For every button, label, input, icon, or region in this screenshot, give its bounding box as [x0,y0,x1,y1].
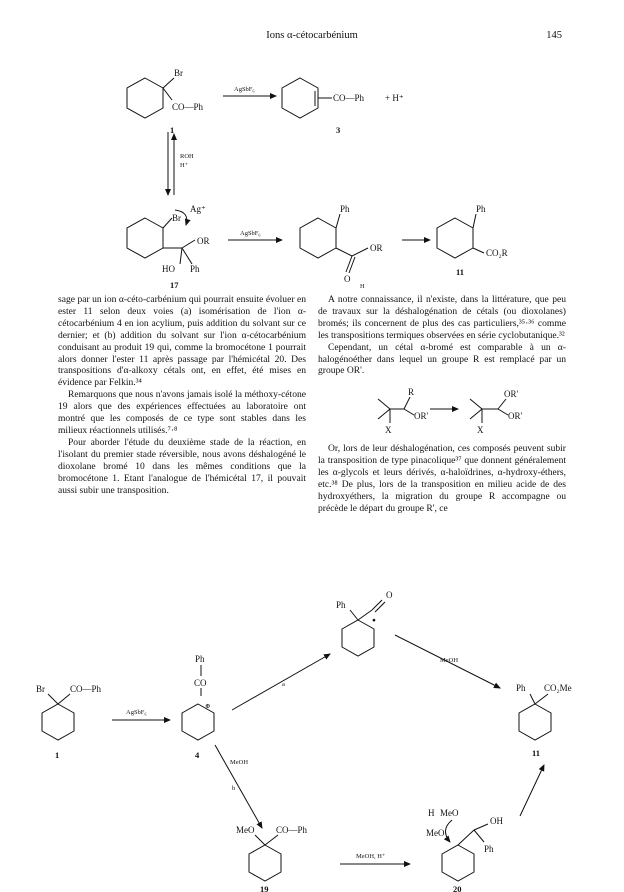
label-ag-plus: Ag⁺ [190,204,206,214]
label-or-prime: OR' [414,411,429,422]
label-x: X [385,425,392,436]
paragraph: Pour aborder l'étude du deuxième stade de la réaction, en l'isolant du premier stade réversible, nous avons déshalogéné le dioxolane bromé 10 dans les mêmes conditions que la bromocétone 1. Etant l'analogue de l'hémicétal 17, il pouvait aussi subir une transposition. [58,436,306,496]
reaction-scheme-top [0,50,624,290]
label-or: OR [197,236,210,246]
cyclohexene-ring-3 [282,78,318,118]
label-co-ph: CO—Ph [70,684,102,694]
cyclohexane-ring-1 [42,704,74,740]
label-h: H [360,283,365,290]
label-plus-h: + H⁺ [385,93,404,103]
reagent-h-plus: H⁺ [180,162,189,169]
compound-number-11: 11 [532,748,541,758]
paragraph: Remarquons que nous n'avons jamais isolé la méthoxy-cétone 19 alors que des expériences effectuées au laboratoire ont montré que les composés de ce type sont stables dans les milieux réactionnels utilisés.⁷·⁸ [58,389,306,436]
reagent-meoh: MeOH [440,657,459,664]
label-ph: Ph [484,844,494,854]
reagent-roh: ROH [180,153,194,160]
paragraph: sage par un ion α-céto-carbénium qui pourrait ensuite évoluer en ester 11 selon deux voies (a) isomérisation de l'ion α-cétocarbénium 4 en ion acylium, puis addition du solvant sur ce dernier; et (b) addition du solvant sur l'ion α-cétocarbénium conduisant au produit 19 qui, comme la bromocétone 1 pourrait alors donner l'ester 11 après passage par l'hémicétal 20. Des transpositions d'α-alkoxy cétals ont, en effet, été mises en évidence par Felkin.³⁴ [58,294,306,389]
label-or-prime: OR' [508,411,523,422]
compound-number-1: 1 [170,125,175,135]
reagent-agsbf6: AgSbF₆ [126,709,147,716]
cyclohexane-ring-18 [300,218,336,258]
compound-number-11: 11 [456,267,465,277]
compound-number-20: 20 [453,884,462,892]
label-or: OR [370,243,383,253]
label-co-ph: CO—Ph [333,93,365,103]
label-co2me: CO₂Me [544,683,572,693]
cyclohexane-ring-1 [127,78,163,118]
label-ph: Ph [476,204,486,214]
path-label-a: a [282,681,285,688]
label-br: Br [174,68,183,78]
acylium-charge: ● [372,617,376,624]
reaction-arrow-path-b [215,745,262,828]
reagent-meoh: MeOH [230,759,249,766]
path-label-b: b [232,785,236,792]
reagent-agsbf6: AgSbF₆ [234,86,255,93]
compound-number-1: 1 [55,750,60,760]
label-ph: Ph [516,683,526,693]
cyclohexane-ring-17 [127,218,163,258]
label-co-ph: CO—Ph [172,102,204,112]
label-x: X [477,425,484,436]
label-ph: Ph [195,654,205,664]
paragraph: Or, lors de leur déshalogénation, ces composés peuvent subir la transposition de type pinacolique³⁷ que donnent généralement les α-glycols et leurs dérivés, α-haloïdrines, α-hydroxy-éthers, etc.³⁸ De plus, lors de la transposition en milieu acide de des hydroxyéthers, la migration du groupe R accompagne ou précède le départ du groupe R', ce [318,443,566,514]
label-co2r: CO₂R [486,248,508,258]
cyclohexane-ring-20 [442,845,474,881]
cyclohexane-ring-11 [437,218,473,258]
label-co-ph: CO—Ph [276,825,308,835]
label-ph: Ph [190,264,200,274]
label-ho: HO [162,264,175,274]
reagent-meoh-h: MeOH, H⁺ [356,853,386,860]
reaction-scheme-bottom [0,580,624,892]
compound-number-3: 3 [336,125,341,135]
text-column-left [58,294,306,496]
label-meo: MeO [236,825,255,835]
reagent-agsbf6: AgSbF₆ [240,230,261,237]
carbocation-symbol: ⊕ [205,703,211,710]
label-br: Br [36,684,45,694]
compound-number-19: 19 [260,884,269,892]
label-meo: MeO [426,828,445,838]
paragraph: Cependant, un cétal α-bromé est comparable à un α-halogénoéther dans lequel un groupe R est remplacé par un groupe OR'. [318,341,566,377]
label-o: O [386,590,393,600]
running-title: Ions α-cétocarbénium [266,30,358,41]
label-o: O [344,274,351,284]
label-co: CO [194,678,207,688]
label-or-prime: OR' [504,389,519,400]
cyclohexane-ring-11 [519,704,551,740]
label-ph: Ph [340,204,350,214]
text-column-right [318,294,566,515]
label-r: R [408,387,415,398]
cyclohexane-ring-19 [249,845,281,881]
inline-scheme-ether [318,377,566,439]
cyclohexane-ring-acylium [342,620,374,656]
compound-number-17: 17 [170,280,179,290]
reaction-arrow [520,765,544,816]
page-number: 145 [546,30,562,41]
compound-number-4: 4 [195,750,200,760]
label-meo: MeO [440,808,459,818]
paragraph: A notre connaissance, il n'existe, dans la littérature, que peu de travaux sur la déshalogénation de cétals (ou dioxolanes) bromés; ils concernent de plus des cas particuliers,³⁵·³⁶ comme les transpositions termiques observées en série cyclobutanique.³² [318,294,566,341]
label-oh: OH [490,816,503,826]
reaction-arrow-path-a [232,654,330,710]
label-br: Br [172,213,181,223]
label-h: H [428,808,435,818]
label-ph: Ph [336,600,346,610]
